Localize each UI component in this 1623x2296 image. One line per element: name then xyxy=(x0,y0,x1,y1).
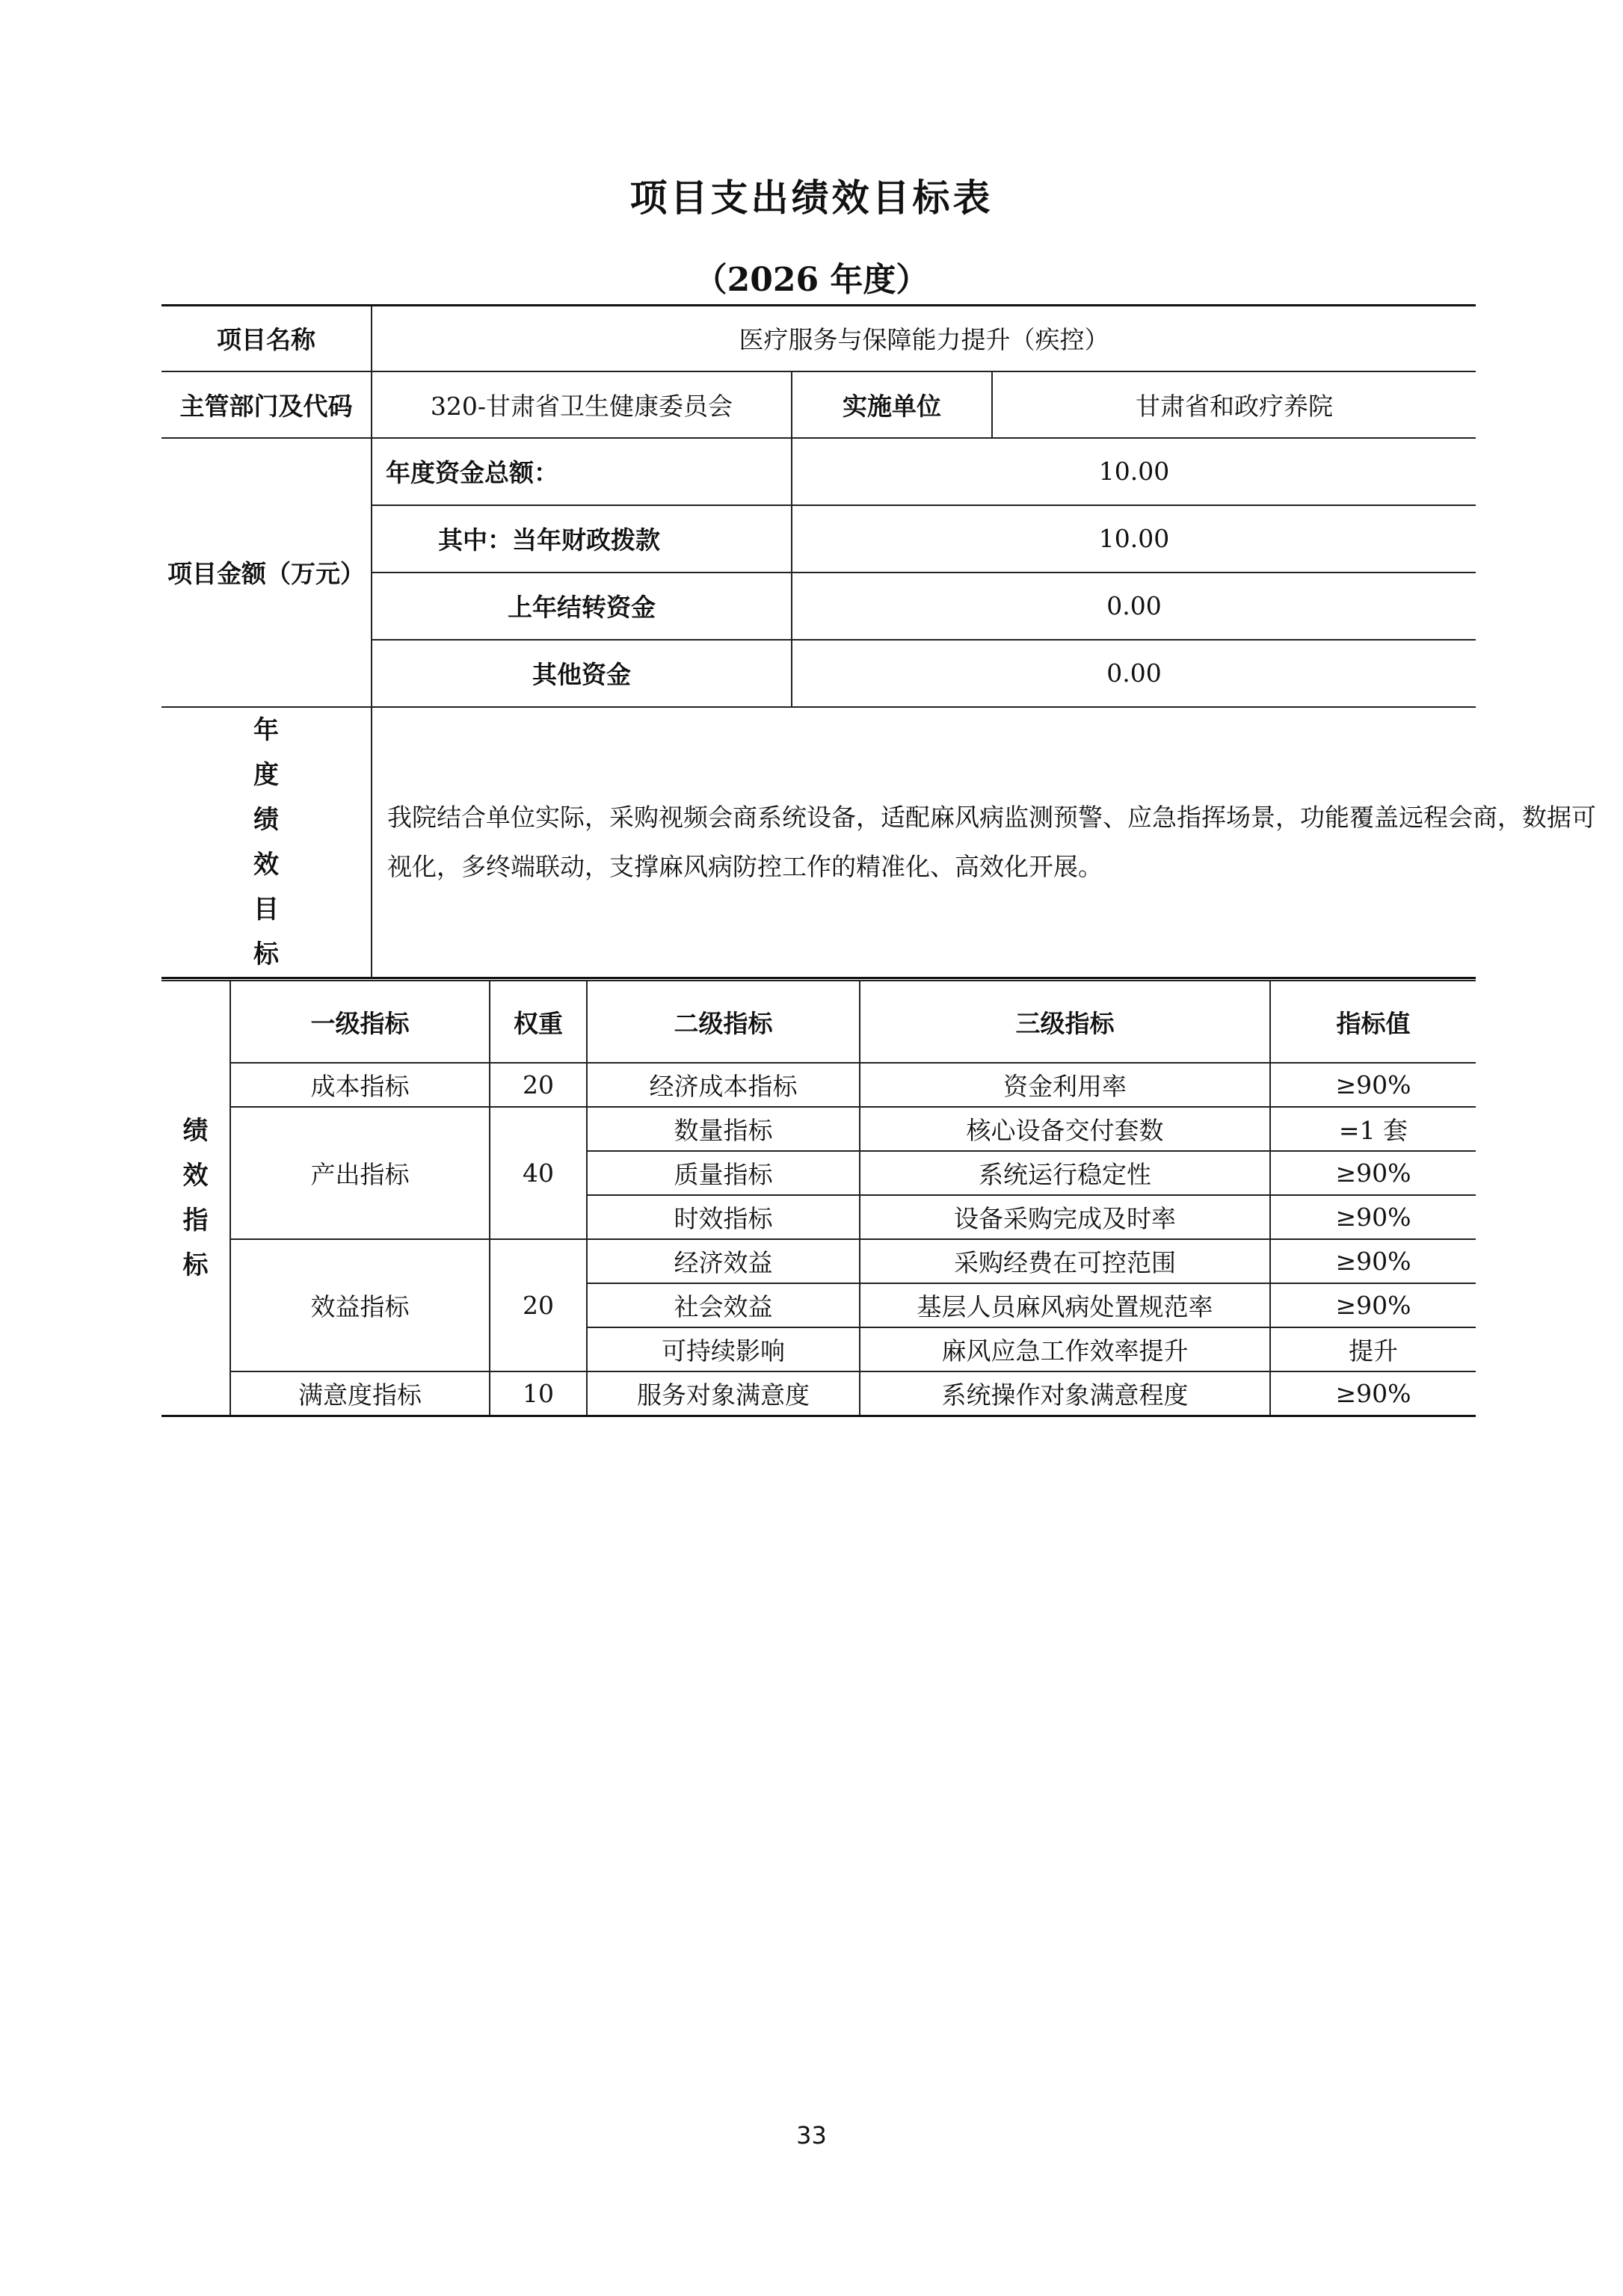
dept-label: 主管部门及代码 xyxy=(161,371,372,438)
funds-fiscal-label: 其中：当年财政拨款 xyxy=(372,505,792,573)
value-cell: ≥90% xyxy=(1270,1371,1476,1416)
indicator-label-char: 绩 xyxy=(182,1115,209,1146)
level3-cell: 基层人员麻风病处置规范率 xyxy=(860,1283,1270,1327)
value-cell: ≥90% xyxy=(1270,1239,1476,1283)
value-cell: 提升 xyxy=(1270,1327,1476,1371)
level3-cell: 麻风应急工作效率提升 xyxy=(860,1327,1270,1371)
dept-value: 320-甘肃省卫生健康委员会 xyxy=(372,371,792,438)
level1-cell: 效益指标 xyxy=(230,1239,490,1371)
annual-goal-label xyxy=(161,707,372,978)
funds-carryover-value: 0.00 xyxy=(792,573,1476,640)
table-row xyxy=(161,1371,1476,1416)
project-name-label: 项目名称 xyxy=(161,306,372,371)
funds-other-label: 其他资金 xyxy=(372,640,792,707)
goal-label-char: 目 xyxy=(253,894,279,925)
funds-carryover-label: 上年结转资金 xyxy=(372,573,792,640)
funds-total-label: 年度资金总额： xyxy=(372,438,792,505)
level2-cell: 可持续影响 xyxy=(587,1327,860,1371)
table-row xyxy=(161,1063,1476,1107)
indicators-table xyxy=(161,980,1476,1417)
level3-cell: 系统运行稳定性 xyxy=(860,1151,1270,1195)
goal-label-char: 年 xyxy=(253,715,279,745)
impl-unit-label: 实施单位 xyxy=(792,371,992,438)
page-number: 33 xyxy=(796,2121,827,2150)
indicator-label-char: 效 xyxy=(182,1160,209,1191)
project-info-table xyxy=(161,304,1596,979)
goal-label-char: 绩 xyxy=(253,804,279,835)
document-subtitle: （2026 年度） xyxy=(694,261,929,299)
level2-cell: 数量指标 xyxy=(587,1107,860,1151)
indicator-label-char: 标 xyxy=(182,1250,209,1280)
annual-goal-text xyxy=(372,707,1596,978)
level2-cell: 时效指标 xyxy=(587,1195,860,1239)
header-level1: 一级指标 xyxy=(230,981,490,1063)
indicator-label-char: 指 xyxy=(182,1205,209,1235)
weight-cell: 10 xyxy=(490,1371,587,1416)
header-level2: 二级指标 xyxy=(587,981,860,1063)
level3-cell: 系统操作对象满意程度 xyxy=(860,1371,1270,1416)
header-level3: 三级指标 xyxy=(860,981,1270,1063)
header-weight: 权重 xyxy=(490,981,587,1063)
level3-cell: 核心设备交付套数 xyxy=(860,1107,1270,1151)
goal-line-2: 视化，多终端联动，支撑麻风病防控工作的精准化、高效化开展。 xyxy=(387,851,1103,881)
level1-cell: 成本指标 xyxy=(230,1063,490,1107)
weight-cell: 40 xyxy=(490,1107,587,1239)
impl-unit-value: 甘肃省和政疗养院 xyxy=(992,371,1476,438)
level1-cell: 产出指标 xyxy=(230,1107,490,1239)
table-row xyxy=(161,1239,1476,1283)
level2-cell: 经济成本指标 xyxy=(587,1063,860,1107)
weight-cell: 20 xyxy=(490,1063,587,1107)
document-title: 项目支出绩效目标表 xyxy=(629,176,994,220)
funds-other-value: 0.00 xyxy=(792,640,1476,707)
level1-cell: 满意度指标 xyxy=(230,1371,490,1416)
funds-fiscal-value: 10.00 xyxy=(792,505,1476,573)
funds-label: 项目金额（万元） xyxy=(161,438,372,707)
value-cell: ≥90% xyxy=(1270,1283,1476,1327)
indicators-side-label xyxy=(161,981,230,1416)
value-cell: =1 套 xyxy=(1270,1107,1476,1151)
table-row xyxy=(161,1107,1476,1151)
level2-cell: 经济效益 xyxy=(587,1239,860,1283)
level3-cell: 资金利用率 xyxy=(860,1063,1270,1107)
goal-line-1: 我院结合单位实际，采购视频会商系统设备，适配麻风病监测预警、应急指挥场景，功能覆盖远程会商，数据可 xyxy=(387,802,1596,832)
value-cell: ≥90% xyxy=(1270,1063,1476,1107)
funds-total-value: 10.00 xyxy=(792,438,1476,505)
level3-cell: 设备采购完成及时率 xyxy=(860,1195,1270,1239)
level2-cell: 质量指标 xyxy=(587,1151,860,1195)
goal-label-char: 效 xyxy=(253,849,279,880)
goal-label-char: 标 xyxy=(253,939,279,969)
project-name-value: 医疗服务与保障能力提升（疾控） xyxy=(372,306,1476,371)
value-cell: ≥90% xyxy=(1270,1151,1476,1195)
weight-cell: 20 xyxy=(490,1239,587,1371)
header-value: 指标值 xyxy=(1270,981,1476,1063)
level3-cell: 采购经费在可控范围 xyxy=(860,1239,1270,1283)
goal-label-char: 度 xyxy=(253,759,279,790)
value-cell: ≥90% xyxy=(1270,1195,1476,1239)
level2-cell: 社会效益 xyxy=(587,1283,860,1327)
level2-cell: 服务对象满意度 xyxy=(587,1371,860,1416)
